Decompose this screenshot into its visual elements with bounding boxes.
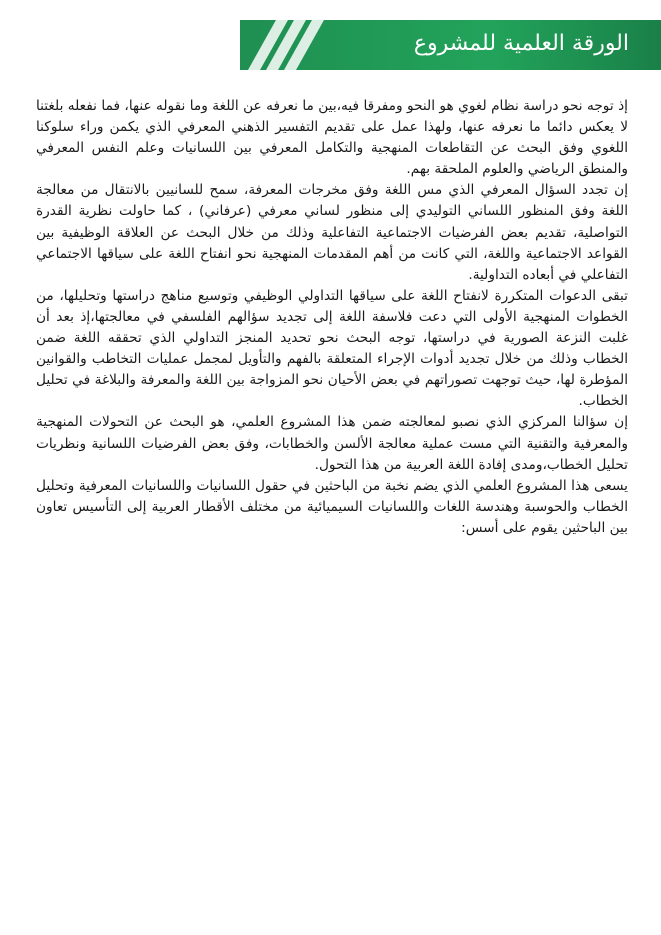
paragraph-1: إذ توجه نحو دراسة نظام لغوي هو النحو ومفرقا فيه،بين ما نعرفه عن اللغة وما نقوله عنها، فما نفعله بلغتنا لا يعكس دائما ما نعرفه عنها، ولهذا عمل على تقديم التفسير الذهني المعرفي الذي يكمن وراء سلوكنا اللغوي وفق البحث عن التقاطعات المنهجية والتكامل المعرفي بين اللسانيات وعلم النفس المعرفي والمنطق الرياضي والعلوم الملحقة بهم. [36,98,628,178]
paragraph-3: تبقى الدعوات المتكررة لانفتاح اللغة على سياقها التداولي الوظيفي وتوسيع مناهج دراستها وتحليلها، من الخطوات المنهجية الأولى التي دعت فلاسفة اللغة إلى تجديد سؤالهم الفلسفي في معالجتها،إذ بعد أن غلبت النزعة الصورية في دراستها، توجه البحث نحو تحديد المنجز التداولي الذي تحققه اللغة ضمن الخطاب وذلك من خلال تجديد أدوات الإجراء المتعلقة بالفهم والتأويل لمجمل عمليات التخاطب والقوانين المؤطرة لها، حيث توجهت تصوراتهم في بعض الأحيان نحو المزواجة بين اللغة والمعرفة والبلاغة في تحليل الخطاب. [36,287,628,410]
paragraph-4: إن سؤالنا المركزي الذي نصبو لمعالجته ضمن هذا المشروع العلمي، هو البحث عن التحولات المنهجية والمعرفية والتقنية التي مست عملية معالجة الألسن والخطابات، وفق بعض الفرضيات اللسانية ونظريات تحليل الخطاب،ومدى إفادة اللغة العربية من هذا التحول. [36,414,628,473]
article-body [36,96,628,539]
paragraph-2: إن تجدد السؤال المعرفي الذي مس اللغة وفق مخرجات المعرفة، سمح للسانيين بالانتقال من معالجة اللغة وفق المنظور اللساني التوليدي إلى منظور لساني معرفي (عرفاني) ، كما حاولت نظرية القدرة التواصلية، تقديم بعض الفرضيات الاجتماعية التفاعلية وذلك من خلال البحث عن العلاقة الوظيفية بين القواعد الاجتماعية واللغة، التي كانت من أهم المقدمات المنهجية نحو انفتاح اللغة على سياقها الاجتماعي التفاعلي في أبعاده التداولية. [36,182,628,283]
page-title: الورقة العلمية للمشروع [413,31,629,56]
header-bar [240,20,661,70]
paragraph-5: يسعى هذا المشروع العلمي الذي يضم نخبة من الباحثين في حقول اللسانيات واللسانيات المعرفية وتحليل الخطاب والحوسبة وهندسة اللغات واللسانيات السيميائية من مختلف الأقطار العربية إلى التأسيس تعاون بين الباحثين يقوم على أسس: [36,477,628,536]
diagonal-stripes-icon [248,20,328,70]
